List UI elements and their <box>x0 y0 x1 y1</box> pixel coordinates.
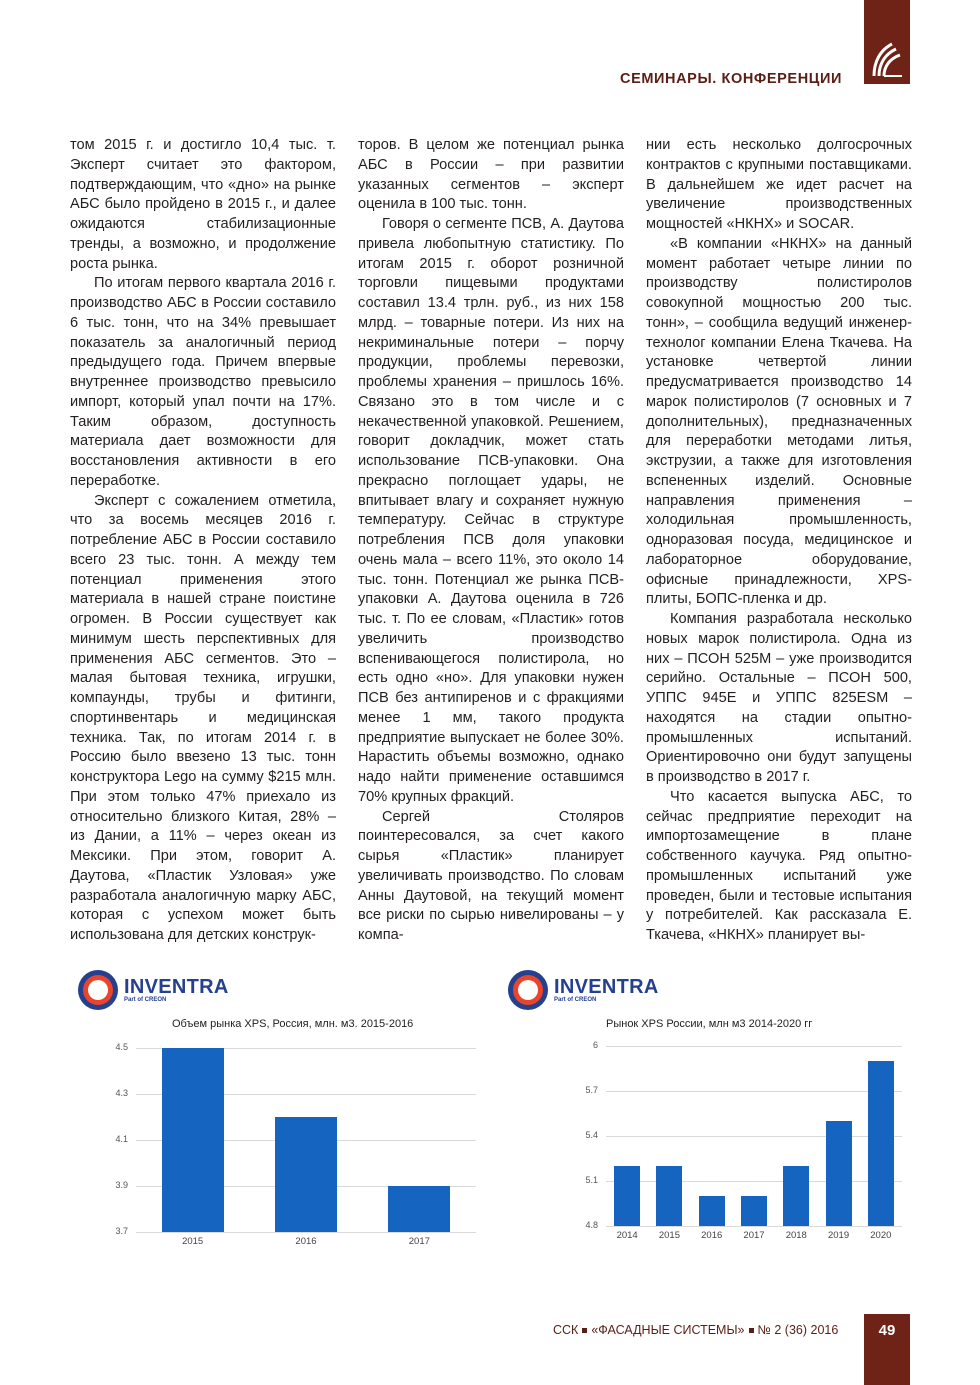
gridline <box>606 1136 902 1137</box>
page-number-tab <box>864 1314 910 1385</box>
section-tab <box>864 0 910 84</box>
bar <box>868 1061 894 1226</box>
gridline <box>606 1181 902 1182</box>
y-tick-label: 5.4 <box>585 1130 598 1140</box>
x-tick-label: 2018 <box>785 1230 807 1241</box>
y-tick-label: 6 <box>592 1040 598 1050</box>
paragraph: Эксперт с сожалением отметила, что за восемь месяцев 2016 г. потребление АБС в России составило всего 23 тыс. тонн. А между тем потенциал применения этого материала в нашей стране поистине огромен. В России существует как минимум шесть перспективных для применения АБС сегментов. Это – малая бытовая техника, игрушки, компаунды, трубы и фитинги, спортинвентарь и медицинская техника. Так, по итогам 2014 г. в Россию было ввезено 13 тыс. тонн конструктора Lego на сумму $215 млн. При этом только 47% приехало из относительно близкого Китая, 28% – из Дании, а 11% – через океан из Мексики. При этом, говорит А. Даутова, «Пластик Узловая» уже разработала аналогичную марку АБС, которая с успехом может быть использована для детских конструк- <box>70 492 336 943</box>
y-tick-label: 3.9 <box>115 1180 128 1190</box>
ssk-logo-icon <box>870 36 904 80</box>
bar <box>656 1166 682 1226</box>
page-number: 49 <box>878 1322 896 1339</box>
text-column-2 <box>358 136 624 946</box>
chart-xps-2015-2017 <box>76 968 486 1258</box>
bar <box>783 1166 809 1226</box>
bar <box>162 1048 224 1232</box>
gridline <box>606 1091 902 1092</box>
gear-ring-logo-icon <box>506 968 550 1012</box>
journal-name: «ФАСАДНЫЕ СИСТЕМЫ» <box>591 1323 745 1337</box>
footer-journal <box>553 1323 838 1337</box>
x-tick-label: 2017 <box>408 1236 430 1247</box>
x-tick-label: 2016 <box>295 1236 317 1247</box>
logo-name: INVENTRA <box>554 975 659 998</box>
bar <box>388 1186 450 1232</box>
x-tick-label: 2019 <box>827 1230 850 1241</box>
x-tick-label: 2015 <box>182 1236 204 1247</box>
y-tick-label: 4.5 <box>115 1042 128 1052</box>
paragraph: Что касается выпуска АБС, то сейчас предприятие переходит на импортозамещение в плане собственного каучука. Ряд опытно-промышленных испытаний уже проведен, были и тестовые испытания у потребителей. Как рассказала Е. Ткачева, «НКНХ» планирует вы- <box>646 788 912 943</box>
paragraph: Компания разработала несколько новых марок полистирола. Одна из них – ПСОН 525М – уже производится серийно. Остальные – ПСОН 500, УППС 945Е и УППС 825ESM – находятся на стадии опытно-промышленных испытаний. Ориентировочно они будут запущены в производство в 2017 г. <box>646 611 912 785</box>
y-tick-label: 4.8 <box>585 1220 598 1230</box>
gridline <box>606 1226 902 1227</box>
gridline <box>606 1046 902 1047</box>
bar <box>741 1196 767 1226</box>
paragraph: нии есть несколько долгосрочных контрактов с крупными поставщиками. В дальнейшем же идет расчет на увеличение производственных мощностей «НКНХ» и SOCAR. <box>646 137 912 232</box>
journal-abbr: ССК <box>553 1323 579 1337</box>
chart-title: Рынок XPS России, млн м3 2014-2020 гг <box>606 1018 813 1030</box>
x-tick-label: 2015 <box>658 1230 680 1241</box>
y-tick-label: 5.7 <box>585 1085 598 1095</box>
logo-subtitle: Part of CREON <box>554 996 597 1003</box>
chart-title: Объем рынка XPS, Россия, млн. м3. 2015-2016 <box>172 1018 414 1030</box>
chart-xps-2014-2020 <box>506 968 916 1258</box>
bar <box>614 1166 640 1226</box>
y-tick-label: 3.7 <box>115 1226 128 1236</box>
plot-area <box>585 1040 902 1241</box>
y-tick-label: 4.1 <box>115 1134 128 1144</box>
issue-number: № 2 (36) 2016 <box>757 1323 839 1337</box>
paragraph: По итогам первого квартала 2016 г. производство АБС в России составило 6 тыс. тонн, что на 34% превышает показатель за аналогичный период предыдущего года. Причем впервые внутреннее производство превысило импорт, который упал почти на 17%. Таким образом, доступность материала дает возможности для восстановления активности в его переработке. <box>70 275 336 489</box>
bar <box>699 1196 725 1226</box>
bar <box>826 1121 852 1226</box>
bullet-square-icon <box>582 1328 587 1333</box>
plot-area <box>115 1042 476 1247</box>
paragraph: Говоря о сегменте ПСВ, А. Даутова привела любопытную статистику. По итогам 2015 г. оборот розничной торговли пищевыми продуктами составил 13.4 трлн. руб., из них 158 млрд. – товарные потери. Из них на некриминальные потери – порчу продукции, проблемы перевозки, проблемы хранения – пришлось 16%. Связано это в том числе и с некачественной упаковкой. Решением, говорит докладчик, может стать использование ПСВ-упаковки. Она прекрасно поглощает удары, не впитывает влагу и сохраняет нужную температуру. Сейчас в структуре потребления ПСВ доля упаковки очень мала – всего 11%, это около 14 тыс. тонн. Потенциал же рынка ПСВ-упаковки А. Даутова оценила в 726 тыс. т. По ее словам, «Пластик» готов увеличить производство вспенивающегося полистирола, но есть одно «но». Для упаковки нужен ПСВ без антипиренов и с фракциями менее 1 мм, такого продукта предприятие выпускает не более 30%. Нарастить объемы возможно, однако надо найти применение оставшимся 70% крупных фракций. <box>358 216 624 805</box>
inventra-logo <box>506 968 659 1012</box>
x-tick-label: 2020 <box>870 1230 892 1241</box>
x-tick-label: 2014 <box>616 1230 638 1241</box>
paragraph: том 2015 г. и достигло 10,4 тыс. т. Эксперт считает это фактором, подтверждающим, что «дно» на рынке АБС было пройдено в 2015 г., и далее ожидаются стабилизационные тренды, а возможно, и продолжение роста рынка. <box>70 137 336 272</box>
x-tick-label: 2016 <box>701 1230 723 1241</box>
gear-ring-logo-icon <box>76 968 120 1012</box>
y-tick-label: 5.1 <box>585 1175 598 1185</box>
x-tick-label: 2017 <box>743 1230 765 1241</box>
paragraph: «В компании «НКНХ» на данный момент работает четыре линии по производству полистиролов совокупной мощностью 200 тыс. тонн», – сообщила ведущий инженер-технолог компании Елена Ткачева. На установке четвертой линии предусматривается производство 14 марок полистиролов (7 основных и 7 дополнительных), предназначенных для переработки методами литья, экструзии, а также для изготовления вспененных изделий. Основные направления применения – холодильная промышленность, одноразовая посуда, медицинское и лабораторное оборудование, офисные принадлежности, XPS-плиты, БОПС-пленка и др. <box>646 235 912 608</box>
bar <box>275 1117 337 1232</box>
inventra-logo <box>76 968 229 1012</box>
paragraph: Сергей Столяров поинтересовался, за счет какого сырья «Пластик» планирует увеличивать производство. По словам Анны Даутовой, на текущий момент все риски по сырью нивелированы – у компа- <box>358 808 624 943</box>
bullet-square-icon <box>749 1328 754 1333</box>
gridline <box>136 1232 476 1233</box>
text-column-1 <box>70 136 336 946</box>
paragraph: торов. В целом же потенциал рынка АБС в России – при развитии указанных сегментов – эксперт оценила в 100 тыс. тонн. <box>358 137 624 213</box>
section-title: СЕМИНАРЫ. КОНФЕРЕНЦИИ <box>620 71 843 87</box>
logo-name: INVENTRA <box>124 975 229 998</box>
text-column-3 <box>646 136 912 946</box>
y-tick-label: 4.3 <box>115 1088 128 1098</box>
logo-subtitle: Part of CREON <box>124 996 167 1003</box>
